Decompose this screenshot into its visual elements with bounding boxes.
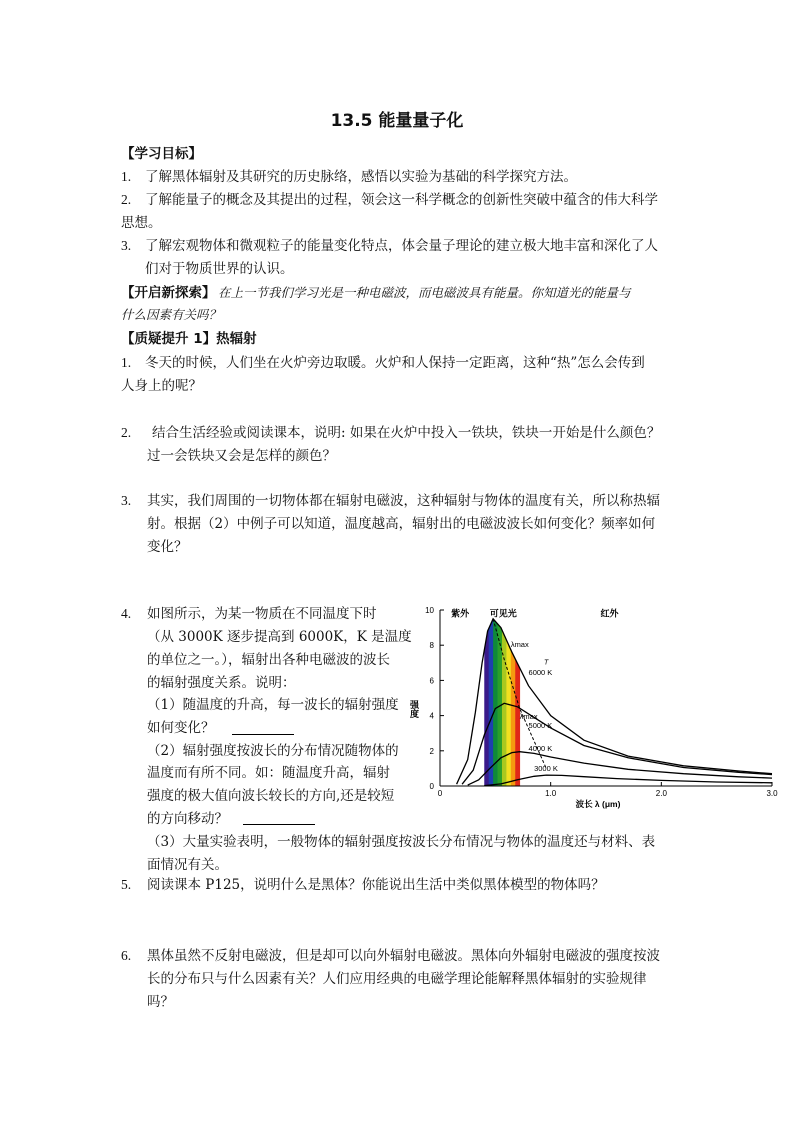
region-label-3: 红外	[600, 608, 619, 619]
q4-sub2-line-1: （2）辐射强度按波长的分布情况随物体的	[147, 743, 399, 759]
page-title: 13.5 能量量子化	[330, 111, 464, 131]
q4-line-4: 的辐射强度关系。说明：	[147, 675, 296, 691]
q3-line-2: 射。根据（2）中例子可以知道，温度越高，辐射出的电磁波波长如何变化？频率如何	[147, 516, 656, 532]
x-tick-label: 3.0	[766, 789, 778, 798]
q4-sub1-line-1: （1）随温度的升高，每一波长的辐射强度	[147, 697, 399, 713]
spectrum-strip-2	[489, 610, 494, 786]
q6-line-1: 黑体虽然不反射电磁波，但是却可以向外辐射电磁波。黑体向外辐射电磁波的强度按波	[147, 948, 660, 964]
q4-sub2-answer-blank	[243, 810, 315, 825]
q6-line-3: 吗？	[147, 994, 174, 1010]
objective-2-line-2: 思想。	[121, 215, 162, 231]
q4-sub2-line-4: 的方向移动？	[147, 811, 228, 827]
lambda-max-label-1: λmax	[510, 639, 529, 649]
q3-line-3: 变化？	[147, 539, 188, 555]
x-tick-label: 1.0	[545, 789, 557, 798]
objectives-heading: 【学习目标】	[121, 146, 202, 162]
q4-sub1-answer-blank	[232, 720, 294, 735]
q1-number: 1.	[121, 355, 132, 370]
series-label-5000k: 5000 K	[528, 720, 553, 730]
objective-3-number: 3.	[121, 238, 132, 253]
y-tick-label: 6	[429, 676, 434, 686]
region-label-1: 紫外	[451, 608, 470, 619]
spectrum-strip-3	[493, 610, 498, 786]
q4-line-1: 如图所示，为某一物质在不同温度下时	[147, 606, 377, 622]
q5-number: 5.	[121, 877, 132, 892]
q4-sub2-line-3: 强度的极大值向波长较长的方向,还是较短	[147, 788, 395, 804]
series-label-4000k: 4000 K	[528, 743, 553, 753]
q4-sub3-line-1: （3）大量实验表明，一般物体的辐射强度按波长分布情况与物体的温度还与材料、表	[147, 834, 656, 850]
q4-sub2-line-2: 温度而有所不同。如：随温度升高，辐射	[147, 765, 390, 781]
y-axis-label: 强度	[409, 700, 419, 718]
q4-number: 4.	[121, 606, 132, 621]
objective-2-number: 2.	[121, 192, 132, 207]
q4-line-2: （从 3000K 逐步提高到 6000K，K 是温度	[147, 629, 412, 645]
y-tick-label: 0	[429, 782, 434, 791]
q5-line-1: 阅读课本 P125，说明什么是黑体？你能说出生活中类似黑体模型的物体吗？	[147, 877, 605, 893]
objective-2-line-1: 了解能量子的概念及其提出的过程，领会这一科学概念的创新性突破中蕴含的伟大科学	[145, 192, 658, 208]
q2-number: 2.	[121, 425, 132, 440]
explore-heading: 【开启新探索】	[121, 285, 216, 301]
objective-3-line-2: 们对于物质世界的认识。	[145, 261, 294, 277]
chart-axes	[409, 606, 779, 809]
lambda-max-label-2: λmax	[519, 712, 538, 722]
explore-line-2: 什么因素有关吗？	[121, 307, 222, 322]
spectrum-strip-6	[506, 610, 511, 786]
q3-line-1: 其实，我们周围的一切物体都在辐射电磁波，这种辐射与物体的温度有关，所以称热辐	[147, 493, 660, 509]
y-tick-label: 4	[429, 711, 434, 721]
t-symbol-label: T	[544, 659, 549, 667]
q4-line-3: 的单位之一。），辐射出各种电磁波的波长	[147, 652, 390, 668]
objective-1-number: 1.	[121, 169, 132, 184]
q4-sub3-line-2: 面情况有关。	[147, 857, 228, 873]
region-label-2: 可见光	[489, 608, 517, 619]
blackbody-radiation-chart	[408, 600, 780, 812]
q6-line-2: 长的分布只与什么因素有关？人们应用经典的电磁学理论能解释黑体辐射的实验规律	[147, 971, 647, 987]
x-axis-label: 波长 λ (μm)	[575, 799, 621, 809]
y-tick-label: 10	[425, 606, 434, 615]
objective-3-line-1: 了解宏观物体和微观粒子的能量变化特点，体会量子理论的建立极大地丰富和深化了人	[145, 238, 658, 254]
y-tick-label: 2	[429, 746, 434, 756]
series-label-6000k: 6000 K	[528, 668, 553, 678]
q2-line-1: 结合生活经验或阅读课本，说明: 如果在火炉中投入一铁块，铁块一开始是什么颜色？	[152, 425, 661, 441]
q1-line-1: 冬天的时候，人们坐在火炉旁边取暖。火炉和人保持一定距离，这种“热”怎么会传到	[145, 355, 645, 371]
explore-line-1: 在上一节我们学习光是一种电磁波，而电磁波具有能量。你知道光的能量与	[218, 285, 631, 300]
q6-number: 6.	[121, 948, 132, 963]
q2-line-2: 过一会铁块又会是怎样的颜色？	[147, 448, 336, 464]
x-tick-label: 0	[437, 789, 443, 798]
q1-line-2: 人身上的呢？	[121, 378, 202, 394]
q3-number: 3.	[121, 493, 132, 508]
visible-spectrum-band	[484, 610, 520, 786]
x-tick-label: 2.0	[655, 789, 667, 798]
section1-heading: 【质疑提升 1】热辐射	[121, 331, 257, 347]
spectrum-strip-7	[511, 610, 516, 786]
q4-sub1-line-2: 如何变化？	[147, 720, 215, 736]
objective-1-line-1: 了解黑体辐射及其研究的历史脉络，感悟以实验为基础的科学探究方法。	[145, 169, 577, 185]
y-tick-label: 8	[429, 641, 434, 651]
series-label-3000k: 3000 K	[534, 764, 558, 774]
